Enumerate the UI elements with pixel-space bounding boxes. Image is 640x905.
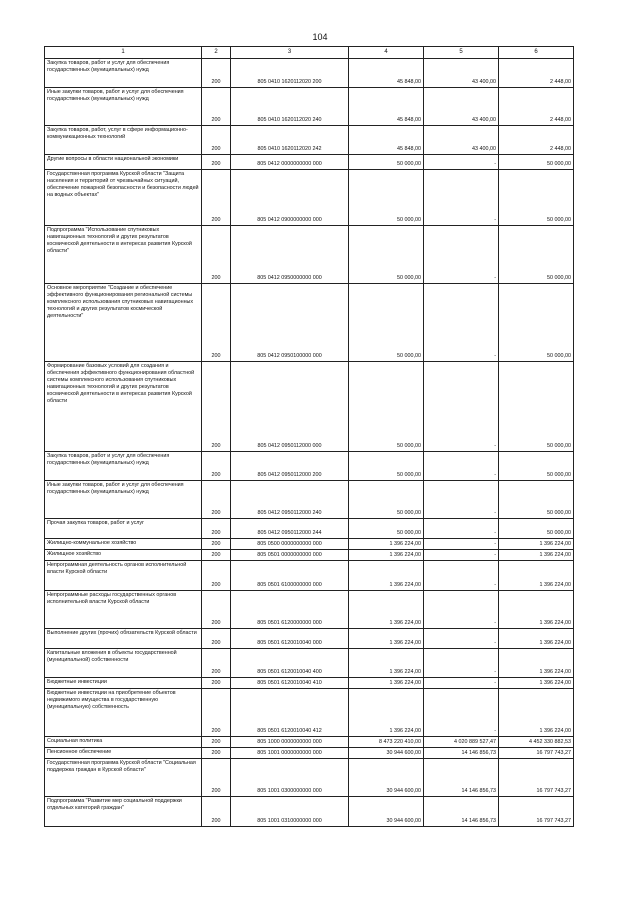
row-name-cell: Закупка товаров, работ и услуг для обеспечения государственных (муниципальных) нужд — [45, 452, 202, 481]
row-remainder-cell: 50 000,00 — [499, 284, 574, 362]
row-code-cell: 805 0412 0950000000 000 — [231, 226, 349, 284]
table-row — [45, 519, 574, 539]
row-grbs-cell: 200 — [202, 59, 231, 88]
row-grbs-cell: 200 — [202, 170, 231, 226]
row-name-cell: Жилищно-коммунальное хозяйство — [45, 539, 202, 550]
row-executed-cell: - — [424, 284, 499, 362]
row-remainder-cell: 16 797 743,27 — [499, 759, 574, 797]
row-approved-cell: 1 396 224,00 — [349, 591, 424, 629]
table-row — [45, 481, 574, 519]
row-grbs-cell: 200 — [202, 797, 231, 827]
row-approved-cell: 50 000,00 — [349, 226, 424, 284]
row-approved-cell: 1 396 224,00 — [349, 629, 424, 649]
row-code-cell: 805 1000 0000000000 000 — [231, 737, 349, 748]
row-grbs-cell: 200 — [202, 649, 231, 678]
row-executed-cell: 43 400,00 — [424, 59, 499, 88]
row-remainder-cell: 1 396 224,00 — [499, 550, 574, 561]
column-header: 1 — [45, 47, 202, 59]
row-remainder-cell: 50 000,00 — [499, 519, 574, 539]
column-header: 3 — [231, 47, 349, 59]
table-row — [45, 59, 574, 88]
row-name-cell: Государственная программа Курской области "Социальная поддержка граждан в Курской области" — [45, 759, 202, 797]
table-row — [45, 88, 574, 126]
row-executed-cell: - — [424, 155, 499, 170]
row-code-cell: 805 0412 0950112000 200 — [231, 452, 349, 481]
row-code-cell: 805 0501 6100000000 000 — [231, 561, 349, 591]
row-executed-cell: - — [424, 170, 499, 226]
row-executed-cell: - — [424, 452, 499, 481]
table-row — [45, 539, 574, 550]
row-approved-cell: 1 396 224,00 — [349, 550, 424, 561]
row-code-cell: 805 0410 1620112020 240 — [231, 88, 349, 126]
row-remainder-cell: 16 797 743,27 — [499, 797, 574, 827]
row-code-cell: 805 1001 0300000000 000 — [231, 759, 349, 797]
table-row — [45, 561, 574, 591]
row-approved-cell: 50 000,00 — [349, 155, 424, 170]
row-remainder-cell: 4 452 330 882,53 — [499, 737, 574, 748]
row-executed-cell: - — [424, 481, 499, 519]
row-approved-cell: 8 473 220 410,00 — [349, 737, 424, 748]
row-remainder-cell: 1 396 224,00 — [499, 539, 574, 550]
row-name-cell: Непрограммные расходы государственных органов исполнительной власти Курской области — [45, 591, 202, 629]
row-grbs-cell: 200 — [202, 539, 231, 550]
row-remainder-cell: 50 000,00 — [499, 362, 574, 452]
row-code-cell: 805 0412 0900000000 000 — [231, 170, 349, 226]
table-row — [45, 689, 574, 737]
row-remainder-cell: 1 396 224,00 — [499, 629, 574, 649]
row-code-cell: 805 0501 0000000000 000 — [231, 550, 349, 561]
row-executed-cell: - — [424, 678, 499, 689]
table-row — [45, 591, 574, 629]
row-grbs-cell: 200 — [202, 481, 231, 519]
row-executed-cell: - — [424, 550, 499, 561]
row-grbs-cell: 200 — [202, 226, 231, 284]
row-executed-cell: - — [424, 629, 499, 649]
row-code-cell: 805 0501 6120010040 000 — [231, 629, 349, 649]
row-name-cell: Прочая закупка товаров, работ и услуг — [45, 519, 202, 539]
row-approved-cell: 1 396 224,00 — [349, 689, 424, 737]
row-grbs-cell: 200 — [202, 748, 231, 759]
row-code-cell: 805 0410 1620112020 242 — [231, 126, 349, 155]
row-name-cell: Выполнение других (прочих) обязательств Курской области — [45, 629, 202, 649]
row-approved-cell: 50 000,00 — [349, 452, 424, 481]
row-name-cell: Бюджетные инвестиции на приобретение объектов недвижимого имущества в государственную (муниципальную) собственность — [45, 689, 202, 737]
row-remainder-cell: 1 396 224,00 — [499, 649, 574, 678]
row-grbs-cell: 200 — [202, 362, 231, 452]
row-code-cell: 805 0410 1620112020 200 — [231, 59, 349, 88]
row-code-cell: 805 0501 6120010040 400 — [231, 649, 349, 678]
row-remainder-cell: 1 396 224,00 — [499, 561, 574, 591]
row-remainder-cell: 50 000,00 — [499, 155, 574, 170]
table-row — [45, 362, 574, 452]
row-executed-cell: 43 400,00 — [424, 88, 499, 126]
row-executed-cell: - — [424, 539, 499, 550]
row-approved-cell: 50 000,00 — [349, 284, 424, 362]
row-name-cell: Непрограммная деятельность органов исполнительной власти Курской области — [45, 561, 202, 591]
row-approved-cell: 1 396 224,00 — [349, 678, 424, 689]
row-executed-cell: - — [424, 362, 499, 452]
row-name-cell: Закупка товаров, работ, услуг в сфере информационно-коммуникационных технологий — [45, 126, 202, 155]
row-approved-cell: 45 848,00 — [349, 88, 424, 126]
row-grbs-cell: 200 — [202, 88, 231, 126]
row-approved-cell: 50 000,00 — [349, 170, 424, 226]
row-executed-cell: - — [424, 689, 499, 737]
column-header: 5 — [424, 47, 499, 59]
row-approved-cell: 45 848,00 — [349, 59, 424, 88]
row-code-cell: 805 0500 0000000000 000 — [231, 539, 349, 550]
row-code-cell: 805 1001 0310000000 000 — [231, 797, 349, 827]
row-grbs-cell: 200 — [202, 759, 231, 797]
row-remainder-cell: 50 000,00 — [499, 170, 574, 226]
row-remainder-cell: 1 396 224,00 — [499, 678, 574, 689]
row-grbs-cell: 200 — [202, 550, 231, 561]
table-row — [45, 452, 574, 481]
row-executed-cell: 14 146 856,73 — [424, 748, 499, 759]
table-row — [45, 678, 574, 689]
row-approved-cell: 30 944 600,00 — [349, 759, 424, 797]
row-remainder-cell: 50 000,00 — [499, 481, 574, 519]
row-remainder-cell: 50 000,00 — [499, 226, 574, 284]
row-code-cell: 805 0501 6120010040 410 — [231, 678, 349, 689]
row-grbs-cell: 200 — [202, 591, 231, 629]
row-name-cell: Другие вопросы в области национальной экономики — [45, 155, 202, 170]
row-code-cell: 805 0412 0950112000 240 — [231, 481, 349, 519]
page-number: 104 — [312, 32, 328, 42]
table-row — [45, 748, 574, 759]
table-row — [45, 155, 574, 170]
table-row — [45, 226, 574, 284]
row-name-cell: Капитальные вложения в объекты государственной (муниципальной) собственности — [45, 649, 202, 678]
row-grbs-cell: 200 — [202, 284, 231, 362]
row-name-cell: Иные закупки товаров, работ и услуг для обеспечения государственных (муниципальных) нужд — [45, 481, 202, 519]
row-code-cell: 805 0412 0950112000 244 — [231, 519, 349, 539]
row-executed-cell: 14 146 856,73 — [424, 759, 499, 797]
row-code-cell: 805 0412 0000000000 000 — [231, 155, 349, 170]
row-remainder-cell: 2 448,00 — [499, 59, 574, 88]
row-code-cell: 805 0501 6120000000 000 — [231, 591, 349, 629]
row-grbs-cell: 200 — [202, 737, 231, 748]
row-executed-cell: 43 400,00 — [424, 126, 499, 155]
row-grbs-cell: 200 — [202, 519, 231, 539]
row-executed-cell: - — [424, 649, 499, 678]
row-remainder-cell: 1 396 224,00 — [499, 689, 574, 737]
row-approved-cell: 1 396 224,00 — [349, 649, 424, 678]
row-name-cell: Основное мероприятие "Создание и обеспечение эффективного функционирования региональной системы комплексного использования спутниковых навигационных технологий и других результатов космической деятельности" — [45, 284, 202, 362]
table-row — [45, 629, 574, 649]
row-grbs-cell: 200 — [202, 678, 231, 689]
row-name-cell: Подпрограмма "Использование спутниковых навигационных технологий и других результатов космической деятельности в интересах развития Курской области" — [45, 226, 202, 284]
table-header-row — [45, 47, 574, 59]
row-remainder-cell: 2 448,00 — [499, 126, 574, 155]
row-grbs-cell: 200 — [202, 452, 231, 481]
row-name-cell: Формирование базовых условий для создания и обеспечения эффективного функционирования областной системы комплексного использования спутниковых навигационных технологий и других результатов космической деятельности в интересах развития Курской области — [45, 362, 202, 452]
row-approved-cell: 1 396 224,00 — [349, 539, 424, 550]
row-executed-cell: 14 146 856,73 — [424, 797, 499, 827]
row-executed-cell: - — [424, 226, 499, 284]
column-header: 6 — [499, 47, 574, 59]
row-executed-cell: - — [424, 561, 499, 591]
row-approved-cell: 1 396 224,00 — [349, 561, 424, 591]
row-approved-cell: 30 944 600,00 — [349, 797, 424, 827]
row-remainder-cell: 1 396 224,00 — [499, 591, 574, 629]
row-grbs-cell: 200 — [202, 126, 231, 155]
table-row — [45, 649, 574, 678]
row-approved-cell: 50 000,00 — [349, 362, 424, 452]
row-grbs-cell: 200 — [202, 629, 231, 649]
budget-table — [44, 46, 574, 827]
row-executed-cell: 4 020 889 527,47 — [424, 737, 499, 748]
row-name-cell: Подпрограмма "Развитие мер социальной поддержки отдельных категорий граждан" — [45, 797, 202, 827]
row-remainder-cell: 16 797 743,27 — [499, 748, 574, 759]
table-row — [45, 797, 574, 827]
row-remainder-cell: 50 000,00 — [499, 452, 574, 481]
table-row — [45, 126, 574, 155]
row-remainder-cell: 2 448,00 — [499, 88, 574, 126]
table-row — [45, 737, 574, 748]
row-code-cell: 805 0412 0950112000 000 — [231, 362, 349, 452]
row-name-cell: Закупка товаров, работ и услуг для обеспечения государственных (муниципальных) нужд — [45, 59, 202, 88]
table-row — [45, 550, 574, 561]
row-name-cell: Бюджетные инвестиции — [45, 678, 202, 689]
table-row — [45, 170, 574, 226]
row-grbs-cell: 200 — [202, 561, 231, 591]
row-approved-cell: 30 944 600,00 — [349, 748, 424, 759]
row-code-cell: 805 0412 0950100000 000 — [231, 284, 349, 362]
row-grbs-cell: 200 — [202, 155, 231, 170]
column-header: 2 — [202, 47, 231, 59]
column-header: 4 — [349, 47, 424, 59]
row-approved-cell: 45 848,00 — [349, 126, 424, 155]
row-executed-cell: - — [424, 519, 499, 539]
row-approved-cell: 50 000,00 — [349, 481, 424, 519]
row-approved-cell: 50 000,00 — [349, 519, 424, 539]
table-row — [45, 284, 574, 362]
row-grbs-cell: 200 — [202, 689, 231, 737]
row-code-cell: 805 0501 6120010040 412 — [231, 689, 349, 737]
row-name-cell: Жилищное хозяйство — [45, 550, 202, 561]
table-row — [45, 759, 574, 797]
row-executed-cell: - — [424, 591, 499, 629]
row-code-cell: 805 1001 0000000000 000 — [231, 748, 349, 759]
row-name-cell: Социальная политика — [45, 737, 202, 748]
row-name-cell: Государственная программа Курской области "Защита населения и территорий от чрезвычайных ситуаций, обеспечение пожарной безопасности и безопасности людей на водных объектах" — [45, 170, 202, 226]
row-name-cell: Иные закупки товаров, работ и услуг для обеспечения государственных (муниципальных) нужд — [45, 88, 202, 126]
row-name-cell: Пенсионное обеспечение — [45, 748, 202, 759]
